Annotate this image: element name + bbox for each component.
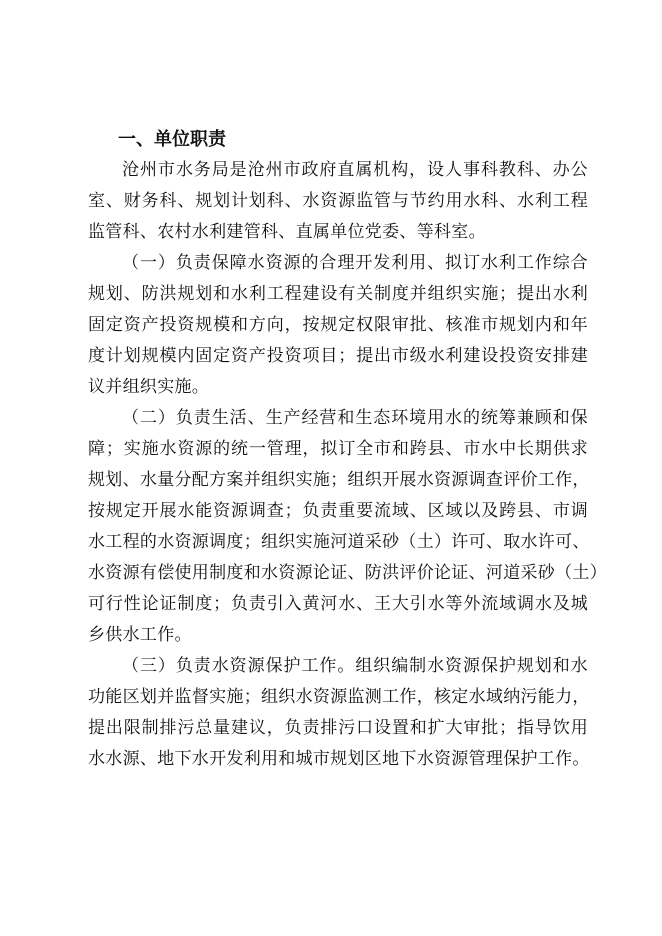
paragraph-line: 水工程的水资源调度；组织实施河道采砂（土）许可、取水许可、 <box>88 532 590 552</box>
paragraph-line: 固定资产投资规模和方向，按规定权限审批、核准市规划内和年 <box>88 315 588 335</box>
paragraph-line: 规划、防洪规划和水利工程建设有关制度并组织实施；提出水利 <box>88 284 588 304</box>
paragraph-overview <box>88 155 588 248</box>
paragraph-line: 沧州市水务局是沧州市政府直属机构，设人事科教科、办公 <box>122 160 588 180</box>
paragraph-duty-2 <box>88 403 607 651</box>
paragraph-line: 议并组织实施。 <box>88 377 210 397</box>
paragraph-line: 水资源有偿使用制度和水资源论证、防洪评价论证、河道采砂（土） <box>88 563 607 583</box>
paragraph-line: 度计划规模内固定资产投资项目；提出市级水利建设投资安排建 <box>88 346 588 366</box>
paragraph-line: 可行性论证制度；负责引入黄河水、王大引水等外流域调水及城 <box>88 594 588 614</box>
paragraph-line: 提出限制排污总量建议，负责排污口设置和扩大审批；指导饮用 <box>88 718 588 738</box>
paragraph-line: 室、财务科、规划计划科、水资源监管与节约用水科、水利工程 <box>88 191 588 211</box>
paragraph-line: 功能区划并监督实施；组织水资源监测工作，核定水域纳污能力， <box>88 687 590 707</box>
paragraph-line: 障；实施水资源的统一管理，拟订全市和跨县、市水中长期供求 <box>88 439 588 459</box>
paragraph-line: （一）负责保障水资源的合理开发利用、拟订水利工作综合 <box>122 253 588 273</box>
document-page <box>88 124 607 775</box>
paragraph-line: （二）负责生活、生产经营和生态环境用水的统筹兼顾和保 <box>122 408 588 428</box>
paragraph-duty-3 <box>88 651 588 775</box>
paragraph-line: 规划、水量分配方案并组织实施；组织开展水资源调查评价工作， <box>88 470 590 490</box>
paragraph-line: 按规定开展水能资源调查；负责重要流域、区域以及跨县、市调 <box>88 501 588 521</box>
paragraph-line: 监管科、农村水利建管科、直属单位党委、等科室。 <box>88 222 486 242</box>
section-heading: 一、单位职责 <box>118 129 226 150</box>
paragraph-duty-1 <box>88 248 588 403</box>
paragraph-line: 乡供水工作。 <box>88 625 192 645</box>
paragraph-line: 水水源、地下水开发利用和城市规划区地下水资源管理保护工作。 <box>88 749 590 769</box>
paragraph-line: （三）负责水资源保护工作。组织编制水资源保护规划和水 <box>122 656 588 676</box>
